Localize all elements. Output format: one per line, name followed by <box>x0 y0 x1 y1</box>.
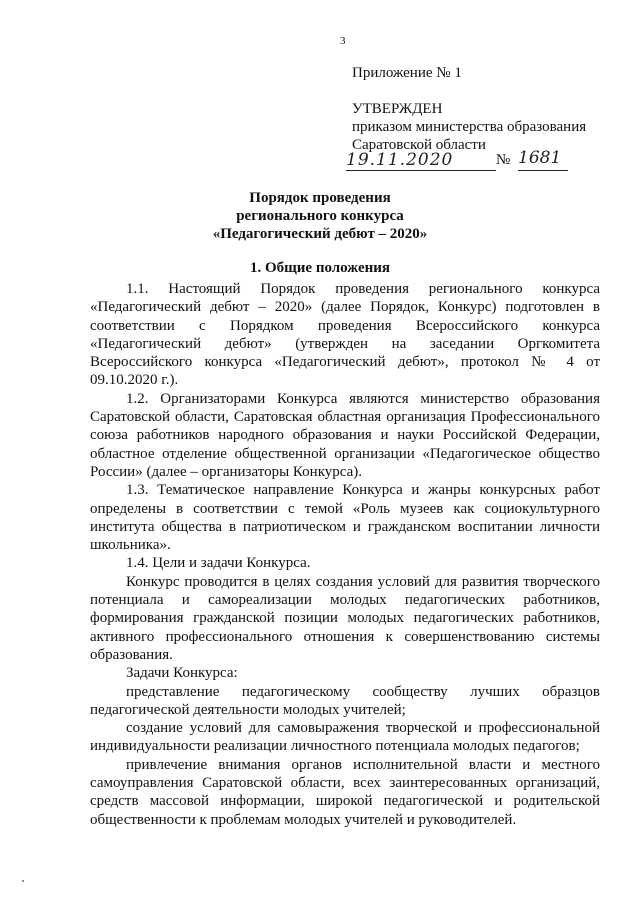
title-line-1: Порядок проведения <box>249 190 391 206</box>
document-body <box>90 280 600 829</box>
approved-region: Саратовской области <box>352 137 486 153</box>
date-underline <box>346 170 496 171</box>
paragraph-goal: Конкурс проводится в целях создания условий для развития творческого потенциала и самореализации молодых педагогических работников, формирования гражданской позиции молодых педагогических работников, активного профессионального отношения к совершенствованию системы образования. <box>90 573 600 663</box>
handwritten-number: 1681 <box>518 148 562 168</box>
number-underline <box>518 170 568 171</box>
title-line-3: «Педагогический дебют – 2020» <box>212 226 428 242</box>
paragraph-tasks-heading: Задачи Конкурса: <box>126 665 238 682</box>
task-item-1: представление педагогическому сообществу лучших образцов педагогической деятельности молодых учителей; <box>90 683 600 718</box>
scan-mark <box>22 880 24 882</box>
approved-by-order: приказом министерства образования <box>352 119 587 135</box>
approved-label: УТВЕРЖДЕН <box>352 101 443 117</box>
title-line-2: регионального конкурса <box>236 208 404 224</box>
paragraph-1-2: 1.2. Организаторами Конкурса являются министерство образования Саратовской области, Саратовская областная организация Профессионального союза работников народного образования и науки Российской Федерации, областное отделение общественной организации «Педагогическое общество России» (далее – организаторы Конкурса). <box>90 390 600 480</box>
task-item-3: привлечение внимания органов исполнительной власти и местного самоуправления Саратовской области, всех заинтересованных организаций, средств массовой информации, широкой педагогической и родительской общественности к проблемам молодых учителей и руководителей. <box>90 756 600 828</box>
paragraph-1-4: 1.4. Цели и задачи Конкурса. <box>126 555 311 572</box>
section-heading: 1. Общие положения <box>249 260 391 276</box>
paragraph-1-1: 1.1. Настоящий Порядок проведения регионального конкурса «Педагогический дебют – 2020» (далее Порядок, Конкурс) подготовлен в соответствии с Порядком проведения Всероссийского конкурса «Педагогический дебют» (утвержден на заседании Оргкомитета Всероссийского конкурса «Педагогический дебют», протокол № 4 от 09.10.2020 г.). <box>90 281 600 389</box>
handwritten-date: 19.11.2020 <box>346 150 454 170</box>
appendix-label: Приложение № 1 <box>352 65 462 81</box>
page-number: 3 <box>340 35 346 47</box>
paragraph-1-3: 1.3. Тематическое направление Конкурса и жанры конкурсных работ определены в соответствии с темой «Роль музеев как социокультурного института общества в патриотическом и гражданском воспитании личности школьника». <box>90 482 600 554</box>
number-sign: № <box>496 152 511 168</box>
task-item-2: создание условий для самовыражения творческой и профессиональной индивидуальности реализации личностного потенциала молодых педагогов; <box>90 720 600 755</box>
order-date-number <box>346 150 586 174</box>
